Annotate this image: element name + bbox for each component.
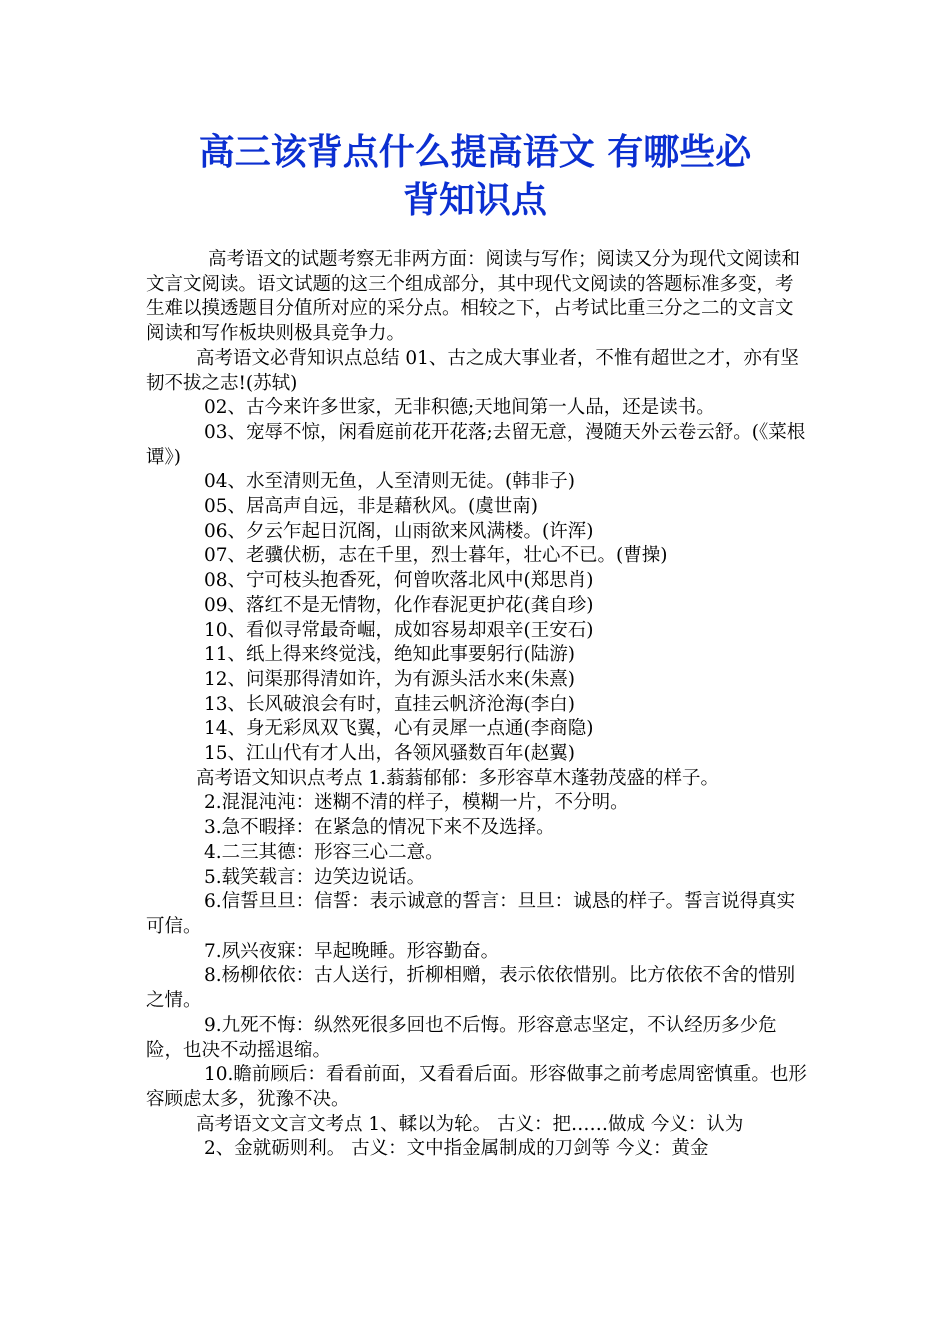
paragraph: 10、看似寻常最奇崛，成如容易却艰辛(王安石) bbox=[204, 619, 594, 641]
document-title-line-1: 高三该背点什么提高语文 有哪些必 bbox=[198, 131, 752, 173]
document-body bbox=[146, 248, 811, 1162]
paragraph: 4.二三其德：形容三心二意。 bbox=[204, 841, 444, 863]
paragraph: 15、江山代有才人出，各领风骚数百年(赵翼) bbox=[204, 743, 575, 765]
document-title-line-2: 背知识点 bbox=[402, 179, 547, 221]
paragraph: 13、长风破浪会有时，直挂云帆济沧海(李白) bbox=[204, 693, 575, 715]
paragraph: 3.急不暇择：在紧急的情况下来不及选择。 bbox=[204, 817, 555, 839]
paragraph: 03、宠辱不惊，闲看庭前花开花落;去留无意，漫随天外云卷云舒。(《菜根谭》) bbox=[146, 421, 806, 468]
paragraph: 7.夙兴夜寐：早起晚睡。形容勤奋。 bbox=[204, 940, 500, 962]
paragraph: 05、居高声自远，非是藉秋风。(虞世南) bbox=[204, 496, 538, 518]
paragraph: 11、纸上得来终觉浅，绝知此事要躬行(陆游) bbox=[204, 644, 575, 666]
paragraph: 2、金就砺则利。 古义：文中指金属制成的刀剑等 今义：黄金 bbox=[204, 1138, 709, 1160]
paragraph: 14、身无彩凤双飞翼，心有灵犀一点通(李商隐) bbox=[204, 718, 594, 740]
paragraph: 12、问渠那得清如许，为有源头活水来(朱熹) bbox=[204, 668, 575, 690]
paragraph: 高考语文文言文考点 1、輮以为轮。 古义：把……做成 今义：认为 bbox=[196, 1113, 744, 1135]
paragraph: 高考语文知识点考点 1.蓊蓊郁郁：多形容草木蓬勃茂盛的样子。 bbox=[196, 767, 720, 789]
paragraph: 06、夕云乍起日沉阁，山雨欲来风满楼。(许浑) bbox=[204, 520, 594, 542]
paragraph: 2.混混沌沌：迷糊不清的样子，模糊一片，不分明。 bbox=[204, 792, 629, 814]
paragraph: 10.瞻前顾后：看看前面，又看看后面。形容做事之前考虑周密慎重。也形容顾虑太多，犹豫不决。 bbox=[146, 1064, 807, 1110]
paragraph: 07、老骥伏枥，志在千里，烈士暮年，壮心不已。(曹操) bbox=[204, 545, 668, 567]
paragraph: 9.九死不悔：纵然死很多回也不后悔。形容意志坚定，不认经历多少危险，也决不动摇退缩。 bbox=[146, 1014, 777, 1061]
paragraph: 高考语文必背知识点总结 01、古之成大事业者，不惟有超世之才，亦有坚韧不拔之志!(苏轼) bbox=[146, 347, 799, 394]
paragraph: 8.杨柳依依：古人送行，折柳相赠，表示依依惜别。比方依依不舍的惜别之情。 bbox=[146, 965, 796, 1012]
paragraph: 08、宁可枝头抱香死，何曾吹落北风中(郑思肖) bbox=[204, 570, 594, 592]
paragraph: 6.信誓旦旦：信誓：表示诚意的誓言：旦旦：诚恳的样子。誓言说得真实可信。 bbox=[146, 891, 796, 937]
paragraph: 5.载笑载言：边笑边说话。 bbox=[204, 866, 426, 888]
paragraph: 04、水至清则无鱼，人至清则无徒。(韩非子) bbox=[204, 471, 575, 493]
paragraph: 09、落红不是无情物，化作春泥更护花(龚自珍) bbox=[204, 594, 594, 616]
paragraph: 高考语文的试题考察无非两方面：阅读与写作；阅读又分为现代文阅读和文言文阅读。语文试题的这三个组成部分，其中现代文阅读的答题标准多变，考生难以摸透题目分值所对应的采分点。相较之下，占考试比重三分之二的文言文阅读和写作板块则极具竞争力。 bbox=[146, 249, 801, 345]
paragraph: 02、古今来许多世家，无非积德;天地间第一人品，还是读书。 bbox=[204, 397, 715, 419]
